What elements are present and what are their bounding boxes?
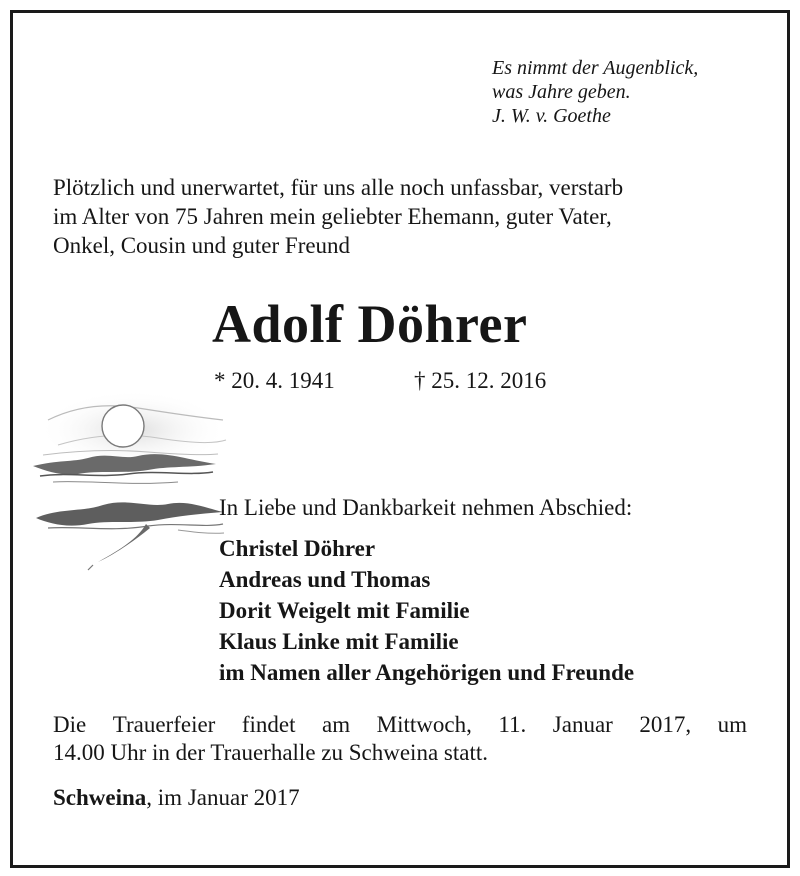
service-word: 11. [498, 712, 527, 737]
service-word: findet [241, 712, 296, 737]
service-word: Januar [552, 712, 613, 737]
mourner-name: Christel Döhrer [219, 536, 376, 561]
service-word: Mittwoch, [376, 712, 472, 737]
mourner-name: Andreas und Thomas [219, 567, 431, 592]
service-word: 2017, [639, 712, 692, 737]
quote-line-1: Es nimmt der Augenblick, [492, 57, 699, 79]
funeral-service-info [53, 711, 747, 767]
mourners-list [219, 533, 634, 688]
mourner-name: im Namen aller Angehörigen und Freunde [219, 660, 635, 685]
intro-line-2: im Alter von 75 Jahren mein geliebter Ehemann, guter Vater, [53, 204, 612, 229]
farewell-text: In Liebe und Dankbarkeit nehmen Abschied: [219, 495, 633, 520]
service-word: um [717, 712, 747, 737]
service-word: Die [53, 712, 87, 737]
intro-line-1: Plötzlich und unerwartet, für uns alle noch unfassbar, verstarb [53, 175, 624, 200]
service-line-2: 14.00 Uhr in der Trauerhalle zu Schweina statt. [53, 740, 488, 765]
service-line-1 [53, 711, 747, 739]
mourner-name: Dorit Weigelt mit Familie [219, 598, 470, 623]
goethe-quote [492, 56, 698, 128]
service-word: am [322, 712, 351, 737]
place-and-date [53, 785, 300, 811]
intro-line-3: Onkel, Cousin und guter Freund [53, 233, 351, 258]
sunset-landscape-drawing [28, 390, 228, 575]
place-date: , im Januar 2017 [146, 785, 300, 810]
mourner-name: Klaus Linke mit Familie [219, 629, 459, 654]
service-word: Trauerfeier [112, 712, 216, 737]
place-town: Schweina [53, 785, 147, 810]
sun-circle [102, 405, 144, 447]
birth-date: * 20. 4. 1941 [214, 368, 335, 393]
quote-line-2: was Jahre geben. [492, 81, 631, 103]
death-date: † 25. 12. 2016 [414, 368, 547, 393]
deceased-name: Adolf Döhrer [212, 294, 528, 354]
quote-author: J. W. v. Goethe [492, 105, 611, 127]
intro-text [53, 173, 753, 260]
